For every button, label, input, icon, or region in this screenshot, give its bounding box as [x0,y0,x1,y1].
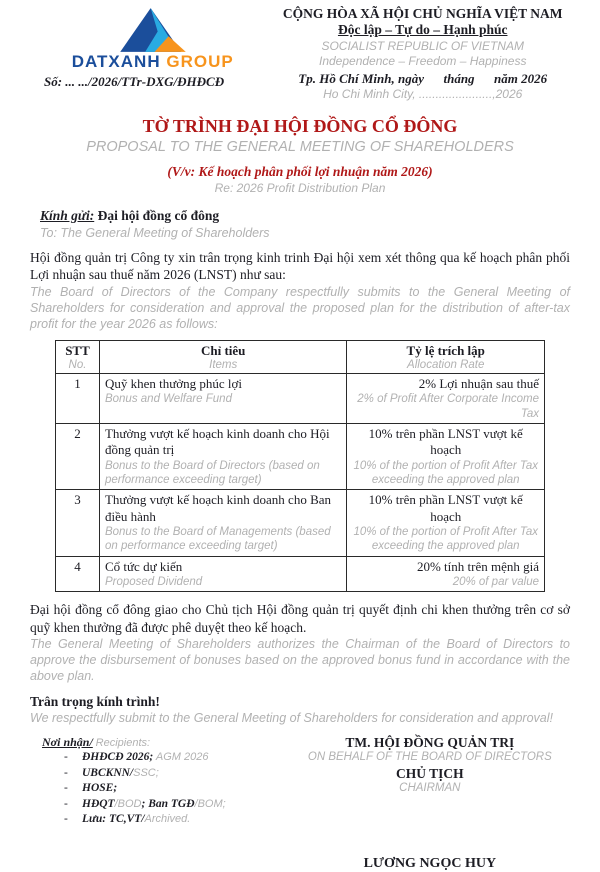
row1-item-en: Bonus and Welfare Fund [104,393,232,406]
recipient-en: /BOD [114,797,142,810]
recipients-block [30,735,290,872]
national-motto-en: Independence – Freedom – Happiness [318,53,527,68]
header-items-vn: Chỉ tiêu [200,343,246,359]
recipients-label-en: Recipients: [95,737,151,750]
table-row [56,490,545,556]
row3-item-en: Bonus to the Board of Managements (based on performance exceeding target) [104,525,331,553]
table-row [56,424,545,490]
header-items [99,341,346,374]
row1-no: 1 [56,374,100,424]
row4-item-vn: Cổ tức dự kiến [104,558,183,574]
table-header-row [56,341,545,374]
recipient-vn: ; Ban TGĐ [141,797,195,810]
closing-block [30,694,570,725]
row4-rate-vn: 20% tính trên mệnh giá [416,558,539,574]
document-title-block [30,115,570,196]
salutation-recipient: Đại hội đồng cổ đông [97,207,220,223]
row4-rate [347,556,545,592]
table-row [56,556,545,592]
signature-block [290,735,570,872]
recipient-en: SSC; [133,766,159,779]
header-rate-en: Allocation Rate [407,359,485,372]
header-no-vn: STT [65,343,90,359]
table-row [56,374,545,424]
signatory-name: LƯƠNG NGỌC HUY [363,856,497,872]
row2-rate-en: 10% of the portion of Profit After Tax exceeding the approved plan [353,459,538,486]
row1-item-vn: Quỹ khen thưởng phúc lợi [104,376,243,392]
row3-no: 3 [56,490,100,556]
row4-rate-en: 20% of par value [452,575,539,588]
intro-en: The Board of Directors of the Company respectfully submits to the General Meeting of Shareholders for consideration and approval the proposed plan for the distribution of after-tax profit for the year 2026 as follows: [30,285,570,332]
recipient-item [42,797,290,813]
dash-bullet: - [64,766,68,779]
signature-onbehalf-vn: TM. HỘI ĐỒNG QUẢN TRỊ [345,735,515,751]
row4-no: 4 [56,556,100,592]
signature-title-vn: CHỦ TỊCH [396,766,464,782]
row1-item [99,374,346,424]
header-no [56,341,100,374]
brand-primary: DATXANH [71,52,161,71]
row2-item-vn: Thưởng vượt kế hoạch kinh doanh cho Hội đồng quản trị [104,426,330,458]
signature-title-en: CHAIRMAN [399,782,461,795]
row3-rate-vn: 10% trên phần LNST vượt kế hoạch [368,492,523,524]
closing-vn: Trân trọng kính trình! [30,694,160,710]
intro-paragraph [30,249,570,332]
recipient-vn: HOSE; [82,782,118,795]
document-subject-en: Re: 2026 Profit Distribution Plan [214,180,386,195]
recipients-label-vn: Nơi nhận/ [42,735,93,750]
date-line-en: Ho Chi Minh City, ......................,2026 [323,86,523,101]
row1-rate-vn: 2% Lợi nhuận sau thuế [418,376,539,392]
salutation-block [30,208,570,240]
row2-no: 2 [56,424,100,490]
authorization-paragraph [30,601,570,684]
header-rate-vn: Tỷ lệ trích lập [406,343,485,359]
recipient-vn: HĐQT [82,797,115,810]
row1-rate-en: 2% of Profit After Corporate Income Tax [357,393,539,420]
recipient-item [42,781,290,797]
recipient-item [42,766,290,782]
national-title-vn: CỘNG HÒA XÃ HỘI CHỦ NGHĨA VIỆT NAM [282,6,563,21]
row3-rate [347,490,545,556]
profit-allocation-table [55,340,545,592]
recipient-vn: ĐHĐCĐ 2026; [82,751,154,764]
recipient-item [42,750,290,766]
document-number: Số: ... .../2026/TTr-DXG/ĐHĐCĐ [44,74,225,89]
dash-bullet: - [64,751,68,764]
company-brand [30,52,275,72]
national-motto-block [275,6,570,101]
row2-item-en: Bonus to the Board of Directors (based on performance exceeding target) [104,459,320,486]
header-no-en: No. [68,359,87,372]
row4-item [99,556,346,592]
header-rate [347,341,545,374]
brand-secondary: GROUP [166,52,234,71]
national-motto-vn: Độc lập – Tự do – Hạnh phúc [337,22,508,38]
datxanh-logo-triangle-icon [114,8,192,52]
row1-rate [347,374,545,424]
row2-rate-vn: 10% trên phần LNST vượt kế hoạch [368,426,523,458]
authorization-vn: Đại hội đồng cổ đông giao cho Chủ tịch Hội đồng quản trị quyết định chi khen thưởng trên cơ sở quỹ khen thưởng đã được phê duyệt theo kế hoạch. [30,602,570,635]
salutation-en: To: The General Meeting of Shareholders [40,225,270,240]
signature-onbehalf-en: ON BEHALF OF THE BOARD OF DIRECTORS [307,751,552,764]
national-title-en: SOCIALIST REPUBLIC OF VIETNAM [321,38,524,53]
salutation-label: Kính gửi: [40,207,95,223]
recipient-en: /BOM; [194,797,226,810]
document-header [30,6,570,101]
row2-rate [347,424,545,490]
row3-item-vn: Thưởng vượt kế hoạch kinh doanh cho Ban điều hành [104,492,332,524]
row4-item-en: Proposed Dividend [104,575,203,588]
dash-bullet: - [64,797,68,810]
dash-bullet: - [64,782,68,795]
document-title-en: PROPOSAL TO THE GENERAL MEETING OF SHAREHOLDERS [86,138,514,155]
row2-item [99,424,346,490]
dash-bullet: - [64,813,68,826]
document-title-vn: TỜ TRÌNH ĐẠI HỘI ĐỒNG CỔ ĐÔNG [142,116,458,137]
document-subject-vn: (V/v: Kế hoạch phân phối lợi nhuận năm 2026) [167,164,433,180]
recipient-item [42,812,290,828]
row3-item [99,490,346,556]
intro-vn: Hội đồng quản trị Công ty xin trân trọng kinh trinh Đại hội xem xét thông qua kế hoạch phân phối Lợi nhuận sau thuế năm 2026 (LNST) như sau: [30,249,570,283]
recipient-en: Archived. [144,813,191,826]
recipient-vn: UBCKNN/ [82,766,134,779]
footer [30,735,570,872]
header-items-en: Items [209,359,238,372]
authorization-en: The General Meeting of Shareholders authorizes the Chairman of the Board of Directors to approve the disbursement of bonuses based on the approved bonus fund in accordance with the above plan. [30,637,570,684]
recipient-en: AGM 2026 [153,751,209,764]
company-block [30,6,275,90]
closing-en: We respectfully submit to the General Meeting of Shareholders for consideration and approval! [30,711,553,726]
recipient-vn: Lưu: TC,VT/ [82,813,145,826]
date-line-vn: Tp. Hồ Chí Minh, ngày tháng năm 2026 [298,70,548,86]
row3-rate-en: 10% of the portion of Profit After Tax exceeding the approved plan [353,525,538,553]
